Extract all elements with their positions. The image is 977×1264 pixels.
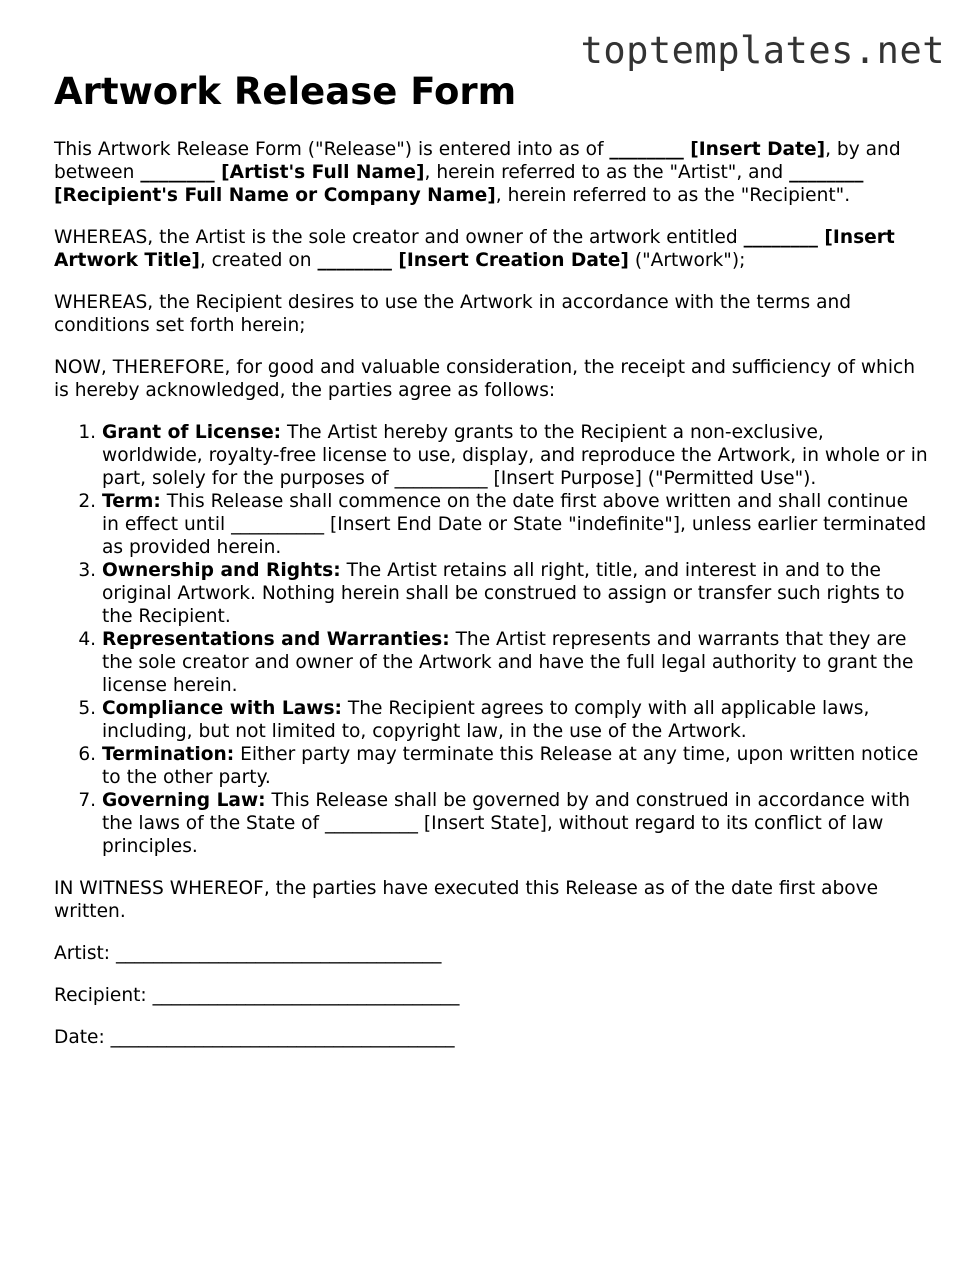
clause-item — [102, 628, 928, 697]
clause-item — [102, 789, 928, 858]
witness-paragraph: IN WITNESS WHEREOF, the parties have executed this Release as of the date first above written. — [54, 878, 879, 922]
clause-item — [102, 559, 928, 628]
clause-heading: Governing Law: — [102, 790, 266, 811]
intro-text-1: This Artwork Release Form ("Release") is entered into as of — [54, 139, 610, 160]
clause-heading: Term: — [102, 491, 161, 512]
intro-text-4: , herein referred to as the "Recipient". — [495, 185, 851, 206]
intro-text-2: , by and between — [54, 139, 901, 183]
clause-text: The Artist retains all right, title, and interest in and to the original Artwork. Nothing herein shall be construed to assign or transfer such rights to the Recipient. — [102, 560, 905, 627]
clause-item — [102, 421, 928, 490]
whereas-recipient-paragraph: WHEREAS, the Recipient desires to use the Artwork in accordance with the terms and conditions set forth herein; — [54, 292, 852, 336]
clause-text: The Artist hereby grants to the Recipient a non-exclusive, worldwide, royalty-free license to use, display, and reproduce the Artwork, in whole or in part, solely for the purposes of __________ [Insert Purpose] ("Permitted Use"). — [102, 422, 928, 489]
now-therefore-paragraph: NOW, THEREFORE, for good and valuable consideration, the receipt and sufficiency of which is hereby acknowledged, the parties agree as follows: — [54, 357, 915, 401]
clause-item — [102, 697, 928, 743]
clause-heading: Ownership and Rights: — [102, 560, 341, 581]
recipient-name-placeholder: ________ [Recipient's Full Name or Company Name] — [54, 162, 864, 206]
creation-date-placeholder: ________ [Insert Creation Date] — [317, 250, 629, 271]
clause-item — [102, 743, 928, 789]
whereas-artist-paragraph — [54, 226, 928, 272]
clauses-list — [54, 421, 928, 858]
clause-heading: Termination: — [102, 744, 235, 765]
watermark: toptemplates.net — [580, 29, 945, 72]
recipient-signature-line: Recipient: _________________________________ — [54, 985, 460, 1006]
clause-text: Either party may terminate this Release at any time, upon written notice to the other party. — [102, 744, 919, 788]
artist-signature-line: Artist: ___________________________________ — [54, 943, 442, 964]
intro-paragraph — [54, 138, 928, 207]
artist-name-placeholder: ________ [Artist's Full Name] — [140, 162, 425, 183]
clause-heading: Grant of License: — [102, 422, 282, 443]
document-page — [54, 70, 928, 1068]
clause-heading: Compliance with Laws: — [102, 698, 342, 719]
whereas-text-2: , created on — [199, 250, 318, 271]
page-title: Artwork Release Form — [54, 70, 517, 113]
clause-text: The Artist represents and warrants that they are the sole creator and owner of the Artwork and have the full legal authority to grant the license herein. — [102, 629, 914, 696]
clause-text: This Release shall be governed by and construed in accordance with the laws of the State of __________ [Insert State], without regard to its conflict of law principles. — [102, 790, 911, 857]
date-signature-line: Date: _____________________________________ — [54, 1027, 455, 1048]
artwork-title-placeholder: ________ [Insert Artwork Title] — [54, 227, 895, 271]
clause-text: The Recipient agrees to comply with all applicable laws, including, but not limited to, copyright law, in the use of the Artwork. — [102, 698, 870, 742]
whereas-text-3: ("Artwork"); — [628, 250, 746, 271]
clause-heading: Representations and Warranties: — [102, 629, 450, 650]
whereas-text-1: WHEREAS, the Artist is the sole creator and owner of the artwork entitled — [54, 227, 744, 248]
clause-text: This Release shall commence on the date first above written and shall continue in effect until __________ [Insert End Date or State "indefinite"], unless earlier terminated as provided herein. — [102, 491, 927, 558]
insert-date-placeholder: ________ [Insert Date] — [609, 139, 826, 160]
clause-item — [102, 490, 928, 559]
intro-text-3: , herein referred to as the "Artist", and — [424, 162, 790, 183]
